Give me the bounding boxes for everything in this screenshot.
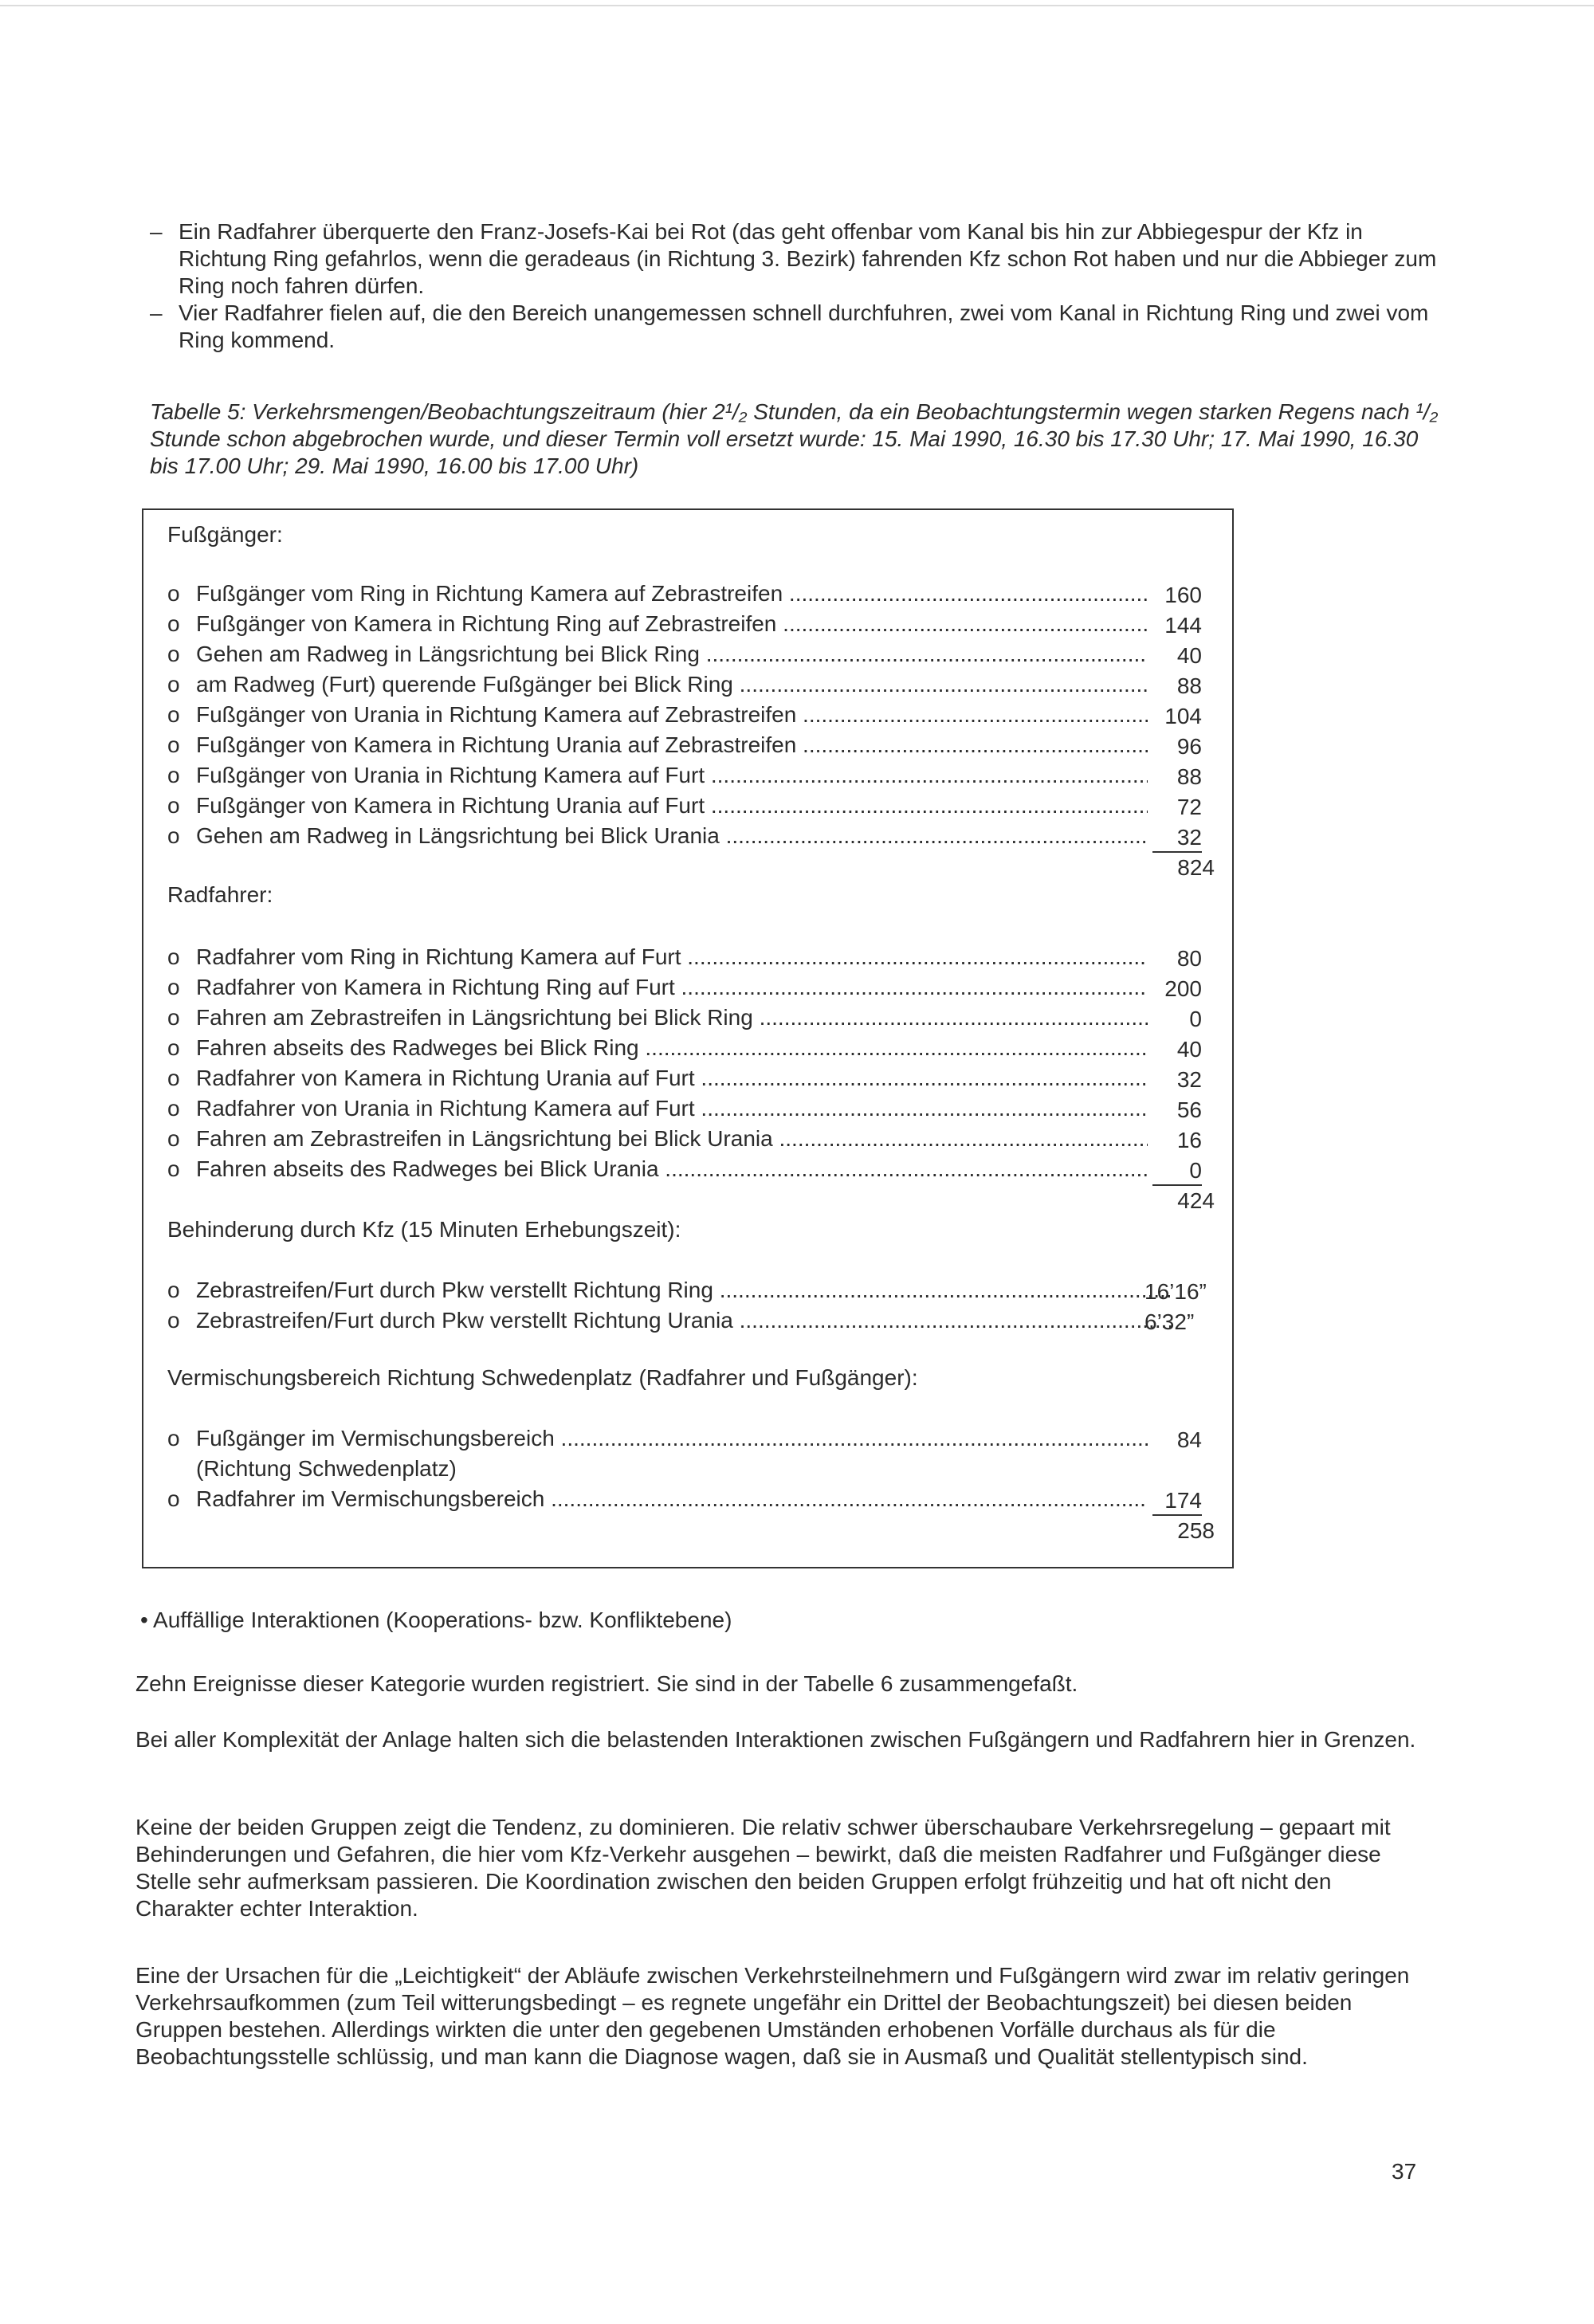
row-value: 96 [1176, 734, 1202, 759]
row-marker: o [167, 975, 180, 999]
row-label: Radfahrer von Kamera in Richtung Ring auf Furt ..... [196, 974, 1148, 1001]
paragraph: Eine der Ursachen für die „Leichtigkeit“ der Abläufe zwischen Verkehrsteilnehmern und Fußgängern wird zwar im relativ geringen Verkehrsaufkommen (zum Teil witterungsbedingt – es regnete ungefähr ein Drittel der Beobachtungszeit) bei diesen beiden Gruppen bestehen. Allerdings wirkten die unter den gegebenen Umständen erhobenen Vorfälle durchaus als für die Beobachtungsstelle schlüssig, und man kann die Diagnose wagen, daß sie in Ausmaß und Qualität stellentypisch sind. [135, 1963, 1410, 2069]
row-value: 40 [1176, 643, 1202, 668]
table-row [167, 610, 1219, 638]
row-marker: o [167, 763, 180, 787]
row-label: (Richtung Schwedenplatz) [196, 1456, 457, 1481]
row-marker: o [167, 1005, 180, 1030]
top-rule [0, 5, 1594, 6]
row-value: 84 [1176, 1427, 1202, 1452]
bullet-text: Vier Radfahrer fielen auf, die den Bereich unangemessen schnell durchfuhren, zwei vom Kanal in Richtung Ring und zwei vom Ring kommend. [179, 300, 1429, 352]
row-label: Fahren am Zebrastreifen in Längsrichtung bei Blick Urania ..... [196, 1125, 1148, 1152]
table-row [167, 1307, 1219, 1334]
row-value: 16 [1176, 1128, 1202, 1152]
table-caption [150, 398, 1441, 480]
row-marker: o [167, 1066, 180, 1090]
row-label: Fußgänger von Kamera in Richtung Urania auf Zebrastreifen ..... [196, 732, 1148, 759]
row-label: Fußgänger im Vermischungsbereich ..... [196, 1425, 1148, 1452]
section-total: 424 [1177, 1188, 1215, 1213]
row-label: Fahren abseits des Radweges bei Blick Urania ..... [196, 1156, 1148, 1183]
table-row [167, 732, 1219, 759]
table-row [167, 1425, 1219, 1452]
page-number: 37 [1392, 2159, 1417, 2184]
row-label: Zebrastreifen/Furt durch Pkw verstellt Richtung Urania ..... [196, 1307, 1172, 1334]
row-value: 72 [1176, 795, 1202, 819]
row-marker: o [167, 581, 180, 606]
row-value: 6’32” [1144, 1309, 1195, 1334]
row-marker: o [167, 1126, 180, 1151]
row-label: Fußgänger von Kamera in Richtung Ring auf Zebrastreifen ..... [196, 610, 1148, 638]
row-value: 160 [1164, 583, 1202, 607]
data-table-box [142, 508, 1234, 1568]
table-row [167, 1065, 1219, 1092]
table-row [167, 1156, 1219, 1183]
row-value: 88 [1176, 764, 1202, 789]
table-row [167, 1486, 1219, 1513]
row-marker: o [167, 1426, 180, 1451]
table-row [167, 671, 1219, 698]
row-marker: o [167, 1096, 180, 1121]
paragraph: Keine der beiden Gruppen zeigt die Tendenz, zu dominieren. Die relativ schwer überschaubare Verkehrsregelung – gepaart mit Behinderungen und Gefahren, die hier vom Kfz-Verkehr ausgehen – bewirkt, daß die meisten Radfahrer und Fußgänger diese Stelle sehr aufmerksam passieren. Die Koordination zwischen den beiden Gruppen erfolgt frühzeitig und hat oft nicht den Charakter echter Interaktion. [135, 1815, 1391, 1921]
row-label: Radfahrer von Urania in Richtung Kamera auf Furt ..... [196, 1095, 1148, 1122]
section-title-behinderung: Behinderung durch Kfz (15 Minuten Erhebungszeit): [167, 1217, 681, 1242]
row-label: Zebrastreifen/Furt durch Pkw verstellt Richtung Ring ..... [196, 1277, 1172, 1304]
row-marker: o [167, 1035, 180, 1060]
table-row [167, 822, 1219, 850]
row-label: Fußgänger von Kamera in Richtung Urania auf Furt ..... [196, 792, 1148, 819]
section-title-vermischungsbereich: Vermischungsbereich Richtung Schwedenplatz (Radfahrer und Fußgänger): [167, 1365, 918, 1390]
row-marker: o [167, 702, 180, 727]
row-value: 32 [1152, 824, 1202, 853]
table-row [167, 1125, 1219, 1152]
bullet-list [150, 218, 1441, 354]
table-row [167, 792, 1219, 819]
row-marker: o [167, 1156, 180, 1181]
table-caption-text: Tabelle 5: Verkehrsmengen/Beobachtungszeitraum (hier 2¹/₂ Stunden, da ein Beobachtungstermin wegen starken Regens nach ¹/₂ Stunde schon abgebrochen wurde, und dieser Termin voll ersetzt wurde: 15. Mai 1990, 16.30 bis 17.30 Uhr; 17. Mai 1990, 16.30 bis 17.00 Uhr; 29. Mai 1990, 16.00 bis 17.00 Uhr) [150, 399, 1439, 478]
row-label: Radfahrer vom Ring in Richtung Kamera auf Furt ..... [196, 944, 1148, 971]
row-label: Radfahrer von Kamera in Richtung Urania auf Furt ..... [196, 1065, 1148, 1092]
table-row [167, 1095, 1219, 1122]
section-title-fussgaenger: Fußgänger: [167, 522, 283, 547]
row-label: Fahren am Zebrastreifen in Längsrichtung bei Blick Ring ..... [196, 1004, 1148, 1031]
table-row [167, 1277, 1219, 1304]
section-title-radfahrer: Radfahrer: [167, 882, 273, 907]
row-label: Gehen am Radweg in Längsrichtung bei Blick Ring ..... [196, 641, 1148, 668]
row-marker: o [167, 1486, 180, 1511]
table-row [167, 1034, 1219, 1062]
table-row [167, 974, 1219, 1001]
row-value: 16’16” [1144, 1279, 1207, 1304]
row-marker: o [167, 793, 180, 818]
row-value: 0 [1189, 1007, 1202, 1031]
row-value: 174 [1152, 1487, 1202, 1516]
row-label: Radfahrer im Vermischungsbereich ..... [196, 1486, 1148, 1513]
section-total: 258 [1177, 1518, 1215, 1543]
section-total: 824 [1177, 855, 1215, 880]
row-value: 56 [1176, 1097, 1202, 1122]
section-heading: • Auffällige Interaktionen (Kooperations- bzw. Konfliktebene) [140, 1608, 732, 1632]
table-row [167, 580, 1219, 607]
row-value: 80 [1176, 946, 1202, 971]
table-row [167, 1004, 1219, 1031]
row-label: Fußgänger von Urania in Richtung Kamera auf Zebrastreifen ..... [196, 701, 1148, 728]
row-label: Fußgänger von Urania in Richtung Kamera auf Furt ..... [196, 762, 1148, 789]
paragraph: Zehn Ereignisse dieser Kategorie wurden registriert. Sie sind in der Tabelle 6 zusammengefaßt. [135, 1671, 1078, 1696]
row-marker: o [167, 1308, 180, 1333]
paragraph: Bei aller Komplexität der Anlage halten sich die belastenden Interaktionen zwischen Fußgängern und Radfahrern hier in Grenzen. [135, 1727, 1416, 1752]
table-row [167, 762, 1219, 789]
row-value: 32 [1176, 1067, 1202, 1092]
row-marker: o [167, 732, 180, 757]
row-value: 88 [1176, 673, 1202, 698]
row-value: 144 [1164, 613, 1202, 638]
row-value: 104 [1164, 704, 1202, 728]
row-value: 0 [1152, 1157, 1202, 1186]
bullet-item: – Ein Radfahrer überquerte den Franz-Josefs-Kai bei Rot (das geht offenbar vom Kanal bis hin zur Abbiegespur der Kfz in Richtung Ring gefahrlos, wenn die geradeaus (in Richtung 3. Bezirk) fahrenden Kfz schon Rot haben und nur die Abbieger zum Ring noch fahren dürfen. [150, 219, 1437, 298]
table-row [167, 944, 1219, 971]
row-marker: o [167, 642, 180, 666]
row-marker: o [167, 823, 180, 848]
table-row-continuation [167, 1455, 1219, 1482]
bullet-text: Ein Radfahrer überquerte den Franz-Josefs-Kai bei Rot (das geht offenbar vom Kanal bis hin zur Abbiegespur der Kfz in Richtung Ring gefahrlos, wenn die geradeaus (in Richtung 3. Bezirk) fahrenden Kfz schon Rot haben und nur die Abbieger zum Ring noch fahren dürfen. [179, 219, 1437, 298]
row-label: Fußgänger vom Ring in Richtung Kamera auf Zebrastreifen ..... [196, 580, 1148, 607]
row-label: Gehen am Radweg in Längsrichtung bei Blick Urania ..... [196, 822, 1148, 850]
table-row [167, 701, 1219, 728]
row-marker: o [167, 944, 180, 969]
section-heading-text: Auffällige Interaktionen (Kooperations- bzw. Konfliktebene) [153, 1608, 732, 1632]
row-label: am Radweg (Furt) querende Fußgänger bei Blick Ring ..... [196, 671, 1148, 698]
row-marker: o [167, 611, 180, 636]
row-label: Fahren abseits des Radweges bei Blick Ring ..... [196, 1034, 1148, 1062]
row-value: 40 [1176, 1037, 1202, 1062]
table-row [167, 641, 1219, 668]
bullet-item: – Vier Radfahrer fielen auf, die den Bereich unangemessen schnell durchfuhren, zwei vom Kanal in Richtung Ring und zwei vom Ring kommend. [150, 300, 1429, 352]
row-marker: o [167, 1278, 180, 1302]
row-value: 200 [1164, 976, 1202, 1001]
row-marker: o [167, 672, 180, 697]
